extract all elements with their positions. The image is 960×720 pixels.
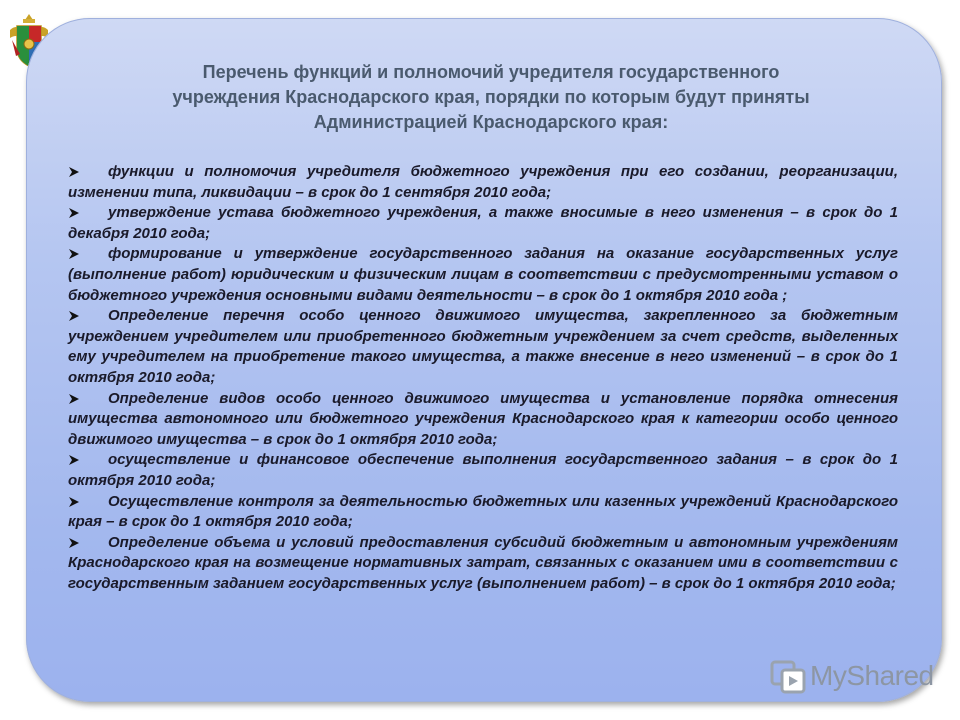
title-line: Администрацией Краснодарского края: — [313, 112, 669, 132]
arrowhead-bullet-icon — [68, 537, 80, 549]
list-item-text: Определение перечня особо ценного движимого имущества, закрепленного за бюджетным учреждением учредителем или приобретенного бюджетным учреждением за счет средств, выделенных ему учредителем на приобретение такого имущества, а также внесение в него изменений – в срок до 1 октября 2010 года; — [68, 307, 898, 386]
slide-title — [86, 60, 896, 135]
arrowhead-bullet-icon — [68, 393, 80, 405]
arrowhead-bullet-icon — [68, 310, 80, 322]
list-item — [68, 389, 898, 451]
list-item-text: функции и полномочия учредителя бюджетного учреждения при его создании, реорганизации, изменении типа, ликвидации – в срок до 1 сентября 2010 года; — [68, 163, 898, 201]
arrowhead-bullet-icon — [68, 207, 80, 219]
list-item-text: осуществление и финансовое обеспечение выполнения государственного задания – в срок до 1 октября 2010 года; — [68, 451, 898, 489]
list-item-text: Осуществление контроля за деятельностью бюджетных или казенных учреждений Краснодарского края – в срок до 1 октября 2010 года; — [68, 492, 898, 531]
watermark — [770, 658, 934, 694]
myshared-logo-icon — [770, 658, 806, 694]
list-item — [68, 306, 898, 388]
title-line: Перечень функций и полномочий учредителя государственного — [202, 62, 780, 82]
arrowhead-bullet-icon — [68, 248, 80, 260]
watermark-text: MyShared — [810, 660, 934, 691]
list-item — [68, 244, 898, 306]
list-item — [68, 533, 898, 595]
list-item-text: утверждение устава бюджетного учреждения, а также вносимые в него изменения – в срок до 1 декабря 2010 года; — [68, 204, 898, 242]
list-item — [68, 162, 898, 203]
list-item-text: Определение видов особо ценного движимого имущества и установление порядка отнесения имущества автономного или бюджетного учреждения Краснодарского края к категории особо ценного движимого имущества – в срок до 1 октября 2010 года; — [68, 389, 898, 448]
arrowhead-bullet-icon — [68, 454, 80, 466]
functions-list — [68, 162, 898, 594]
arrowhead-bullet-icon — [68, 496, 80, 508]
list-item — [68, 450, 898, 491]
arrowhead-bullet-icon — [68, 166, 80, 178]
list-item — [68, 203, 898, 244]
list-item-text: Определение объема и условий предоставления субсидий бюджетным и автономным учреждениям Краснодарского края на возмещение нормативных затрат, связанных с оказанием ими в соответствии с государственным заданием государственных услуг (выполнением работ) – в срок до 1 октября 2010 года; — [68, 533, 898, 592]
list-item-text: формирование и утверждение государственного задания на оказание государственных услуг (выполнение работ) юридическим и физическим лицам в соответствии с предусмотренными уставом о бюджетного учреждения основными видами деятельности – в срок до 1 октября 2010 года ; — [68, 245, 898, 304]
list-item — [68, 492, 898, 533]
title-line: учреждения Краснодарского края, порядки по которым будут приняты — [172, 87, 810, 107]
